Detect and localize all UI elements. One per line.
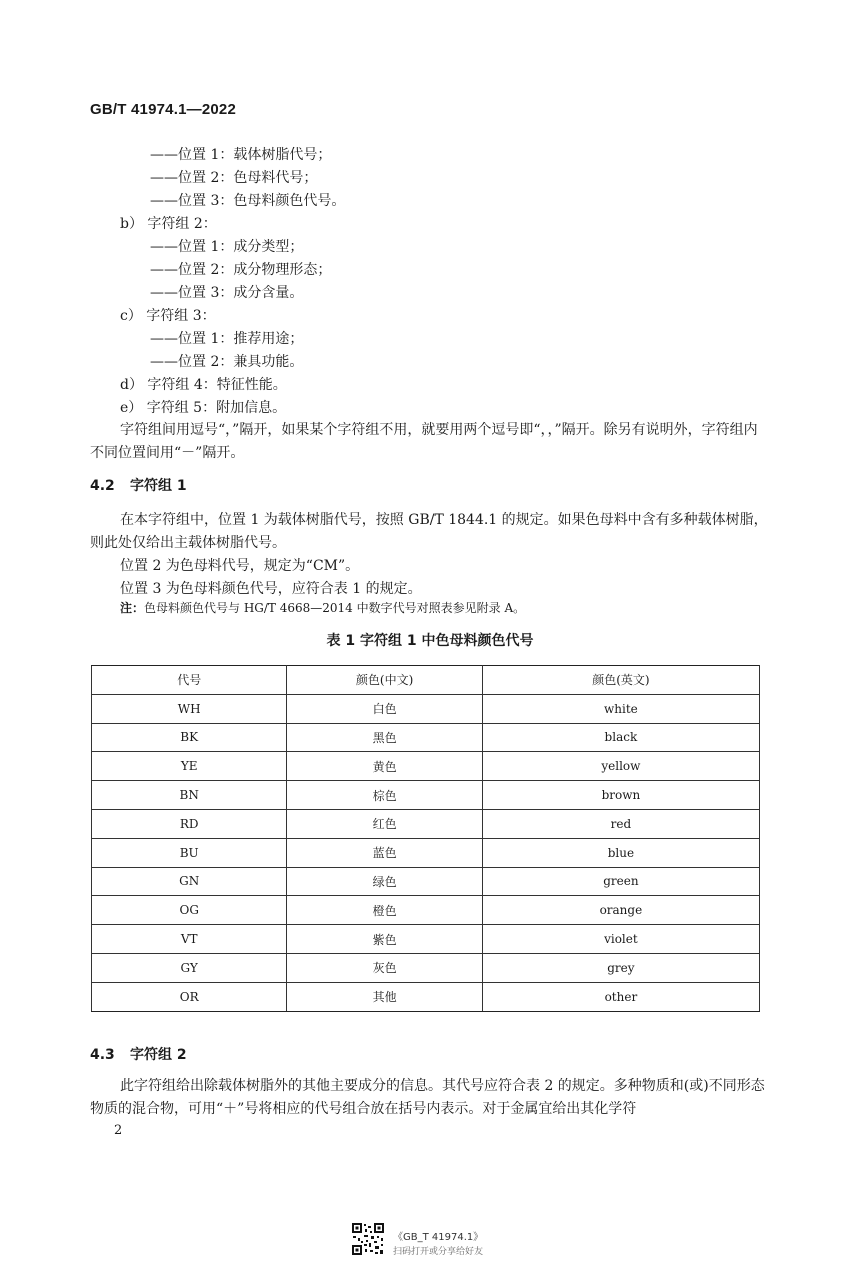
list-item: ——位置 3：成分含量。 xyxy=(150,285,304,301)
table-cell: BN xyxy=(92,781,287,810)
table-row xyxy=(92,752,760,781)
paragraph: 位置 2 为色母料代号，规定为“CM”。 xyxy=(120,558,360,574)
table-cell: 绿色 xyxy=(287,867,482,896)
table-cell: other xyxy=(482,982,759,1011)
table-row xyxy=(92,896,760,925)
table-cell: 灰色 xyxy=(287,953,482,982)
paragraph: 位置 3 为色母料颜色代号，应符合表 1 的规定。 xyxy=(120,581,422,597)
table-cell: grey xyxy=(482,953,759,982)
list-item: ——位置 1：推荐用途； xyxy=(150,331,304,347)
list-item-d: d） 字符组 4：特征性能。 xyxy=(120,377,287,393)
table-cell: 红色 xyxy=(287,809,482,838)
section-heading-4-2 xyxy=(90,475,187,495)
paragraph: 在本字符组中，位置 1 为载体树脂代号，按照 GB/T 1844.1 的规定。如果色母料中含有多种载体树脂，则此处仅给出主载体树脂代号。 xyxy=(90,512,768,551)
table-cell: VT xyxy=(92,925,287,954)
table-cell: black xyxy=(482,723,759,752)
table-title: 表 1 字符组 1 中色母料颜色代号 xyxy=(326,633,534,649)
list-item: ——位置 3：色母料颜色代号。 xyxy=(150,193,346,209)
section-number: 4.3 xyxy=(90,1047,115,1063)
table-row xyxy=(92,838,760,867)
table-cell: 白色 xyxy=(287,694,482,723)
separator-paragraph: 字符组间用逗号“，”隔开，如果某个字符组不用，就要用两个逗号即“，，”隔开。除另有说明外，字符组内不同位置间用“－”隔开。 xyxy=(90,422,758,461)
table-cell: brown xyxy=(482,781,759,810)
list-item-c: c） 字符组 3： xyxy=(120,308,216,324)
table-cell: yellow xyxy=(482,752,759,781)
table-cell: red xyxy=(482,809,759,838)
footer-share-hint: 扫码打开或分享给好友 xyxy=(393,1247,484,1257)
table-cell: blue xyxy=(482,838,759,867)
table-cell: 橙色 xyxy=(287,896,482,925)
table-row xyxy=(92,694,760,723)
table-cell: 黄色 xyxy=(287,752,482,781)
page-number: 2 xyxy=(114,1123,123,1138)
table-cell: white xyxy=(482,694,759,723)
table-cell: OG xyxy=(92,896,287,925)
table-cell: YE xyxy=(92,752,287,781)
note-label: 注： xyxy=(120,601,145,615)
table-row xyxy=(92,781,760,810)
note-text: 色母料颜色代号与 HG/T 4668—2014 中数字代号对照表参见附录 A。 xyxy=(144,601,526,615)
standard-code: GB/T 41974.1—2022 xyxy=(90,101,236,118)
table-cell: 紫色 xyxy=(287,925,482,954)
list-item: ——位置 2：成分物理形态； xyxy=(150,262,332,278)
table-row xyxy=(92,953,760,982)
section-number: 4.2 xyxy=(90,478,115,494)
list-item: ——位置 2：兼具功能。 xyxy=(150,354,304,370)
section-title: 字符组 1 xyxy=(130,478,187,494)
qr-code-icon[interactable] xyxy=(351,1222,385,1256)
paragraph: 此字符组给出除载体树脂外的其他主要成分的信息。其代号应符合表 2 的规定。多种物质和(或)不同形态物质的混合物，可用“＋”号将相应的代号组合放在括号内表示。对于金属宜给出其化学符 xyxy=(90,1078,765,1117)
table-cell: 蓝色 xyxy=(287,838,482,867)
table-cell: BU xyxy=(92,838,287,867)
section-title: 字符组 2 xyxy=(130,1047,187,1063)
table-header-row xyxy=(92,666,760,695)
table-cell: 棕色 xyxy=(287,781,482,810)
color-code-table xyxy=(91,665,760,1012)
table-cell: GY xyxy=(92,953,287,982)
list-item-e: e） 字符组 5：附加信息。 xyxy=(120,400,287,416)
table-cell: 其他 xyxy=(287,982,482,1011)
table-row xyxy=(92,809,760,838)
table-row xyxy=(92,867,760,896)
table-cell: BK xyxy=(92,723,287,752)
table-header: 颜色(中文) xyxy=(287,666,482,695)
table-cell: green xyxy=(482,867,759,896)
table-cell: violet xyxy=(482,925,759,954)
note xyxy=(120,599,525,616)
table-cell: GN xyxy=(92,867,287,896)
table-row xyxy=(92,982,760,1011)
list-item: ——位置 2：色母料代号； xyxy=(150,170,318,186)
footer-document-title: 《GB_T 41974.1》 xyxy=(393,1232,484,1243)
table-cell: 黑色 xyxy=(287,723,482,752)
table-header: 颜色(英文) xyxy=(482,666,759,695)
list-item: ——位置 1：成分类型； xyxy=(150,239,304,255)
list-item-b: b） 字符组 2： xyxy=(120,216,217,232)
table-cell: orange xyxy=(482,896,759,925)
section-heading-4-3 xyxy=(90,1044,187,1064)
table-header: 代号 xyxy=(92,666,287,695)
table-cell: WH xyxy=(92,694,287,723)
table-cell: RD xyxy=(92,809,287,838)
table-row xyxy=(92,925,760,954)
list-item: ——位置 1：载体树脂代号； xyxy=(150,147,332,163)
table-cell: OR xyxy=(92,982,287,1011)
table-row xyxy=(92,723,760,752)
